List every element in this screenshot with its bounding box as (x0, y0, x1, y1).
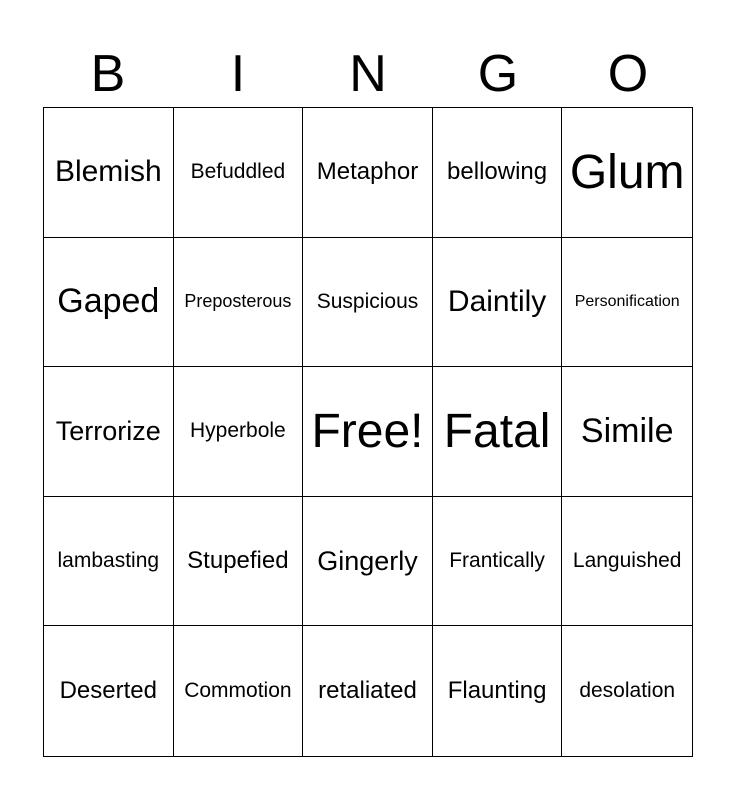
bingo-cell[interactable]: Terrorize (44, 367, 174, 497)
bingo-cell[interactable]: retaliated (303, 626, 433, 756)
bingo-cell[interactable]: Deserted (44, 626, 174, 756)
header-letter-b: B (90, 45, 126, 103)
bingo-cell[interactable]: Languished (562, 497, 692, 627)
bingo-cell[interactable]: Flaunting (433, 626, 563, 756)
header-letter-o: O (607, 45, 649, 103)
bingo-cell[interactable]: Hyperbole (174, 367, 304, 497)
bingo-cell[interactable]: Gingerly (303, 497, 433, 627)
bingo-cell[interactable]: Glum (562, 108, 692, 238)
bingo-cell[interactable]: desolation (579, 679, 676, 703)
bingo-cell[interactable]: Befuddled (174, 108, 304, 238)
bingo-cell[interactable]: bellowing (433, 108, 563, 238)
bingo-cell[interactable]: lambasting (44, 497, 174, 627)
bingo-cell[interactable]: Frantically (433, 497, 563, 627)
header-letter-i: I (230, 45, 246, 103)
bingo-header (43, 40, 693, 108)
header-letter-g: G (477, 45, 519, 103)
bingo-cell[interactable]: Commotion (174, 626, 304, 756)
bingo-cell[interactable]: Metaphor (303, 108, 433, 238)
bingo-cell[interactable]: Personification (562, 238, 692, 368)
bingo-cell[interactable]: Suspicious (303, 238, 433, 368)
bingo-cell[interactable]: Blemish (44, 108, 174, 238)
bingo-cell[interactable]: Daintily (433, 238, 563, 368)
header-letter-n: N (349, 45, 387, 103)
bingo-cell[interactable]: Simile (562, 367, 692, 497)
free-space-cell[interactable]: Free! (303, 367, 433, 497)
bingo-cell[interactable]: Preposterous (174, 238, 304, 368)
bingo-cell[interactable]: Fatal (433, 367, 563, 497)
bingo-cell[interactable]: Gaped (44, 238, 174, 368)
bingo-cell[interactable]: Stupefied (174, 497, 304, 627)
bingo-board (43, 107, 693, 757)
